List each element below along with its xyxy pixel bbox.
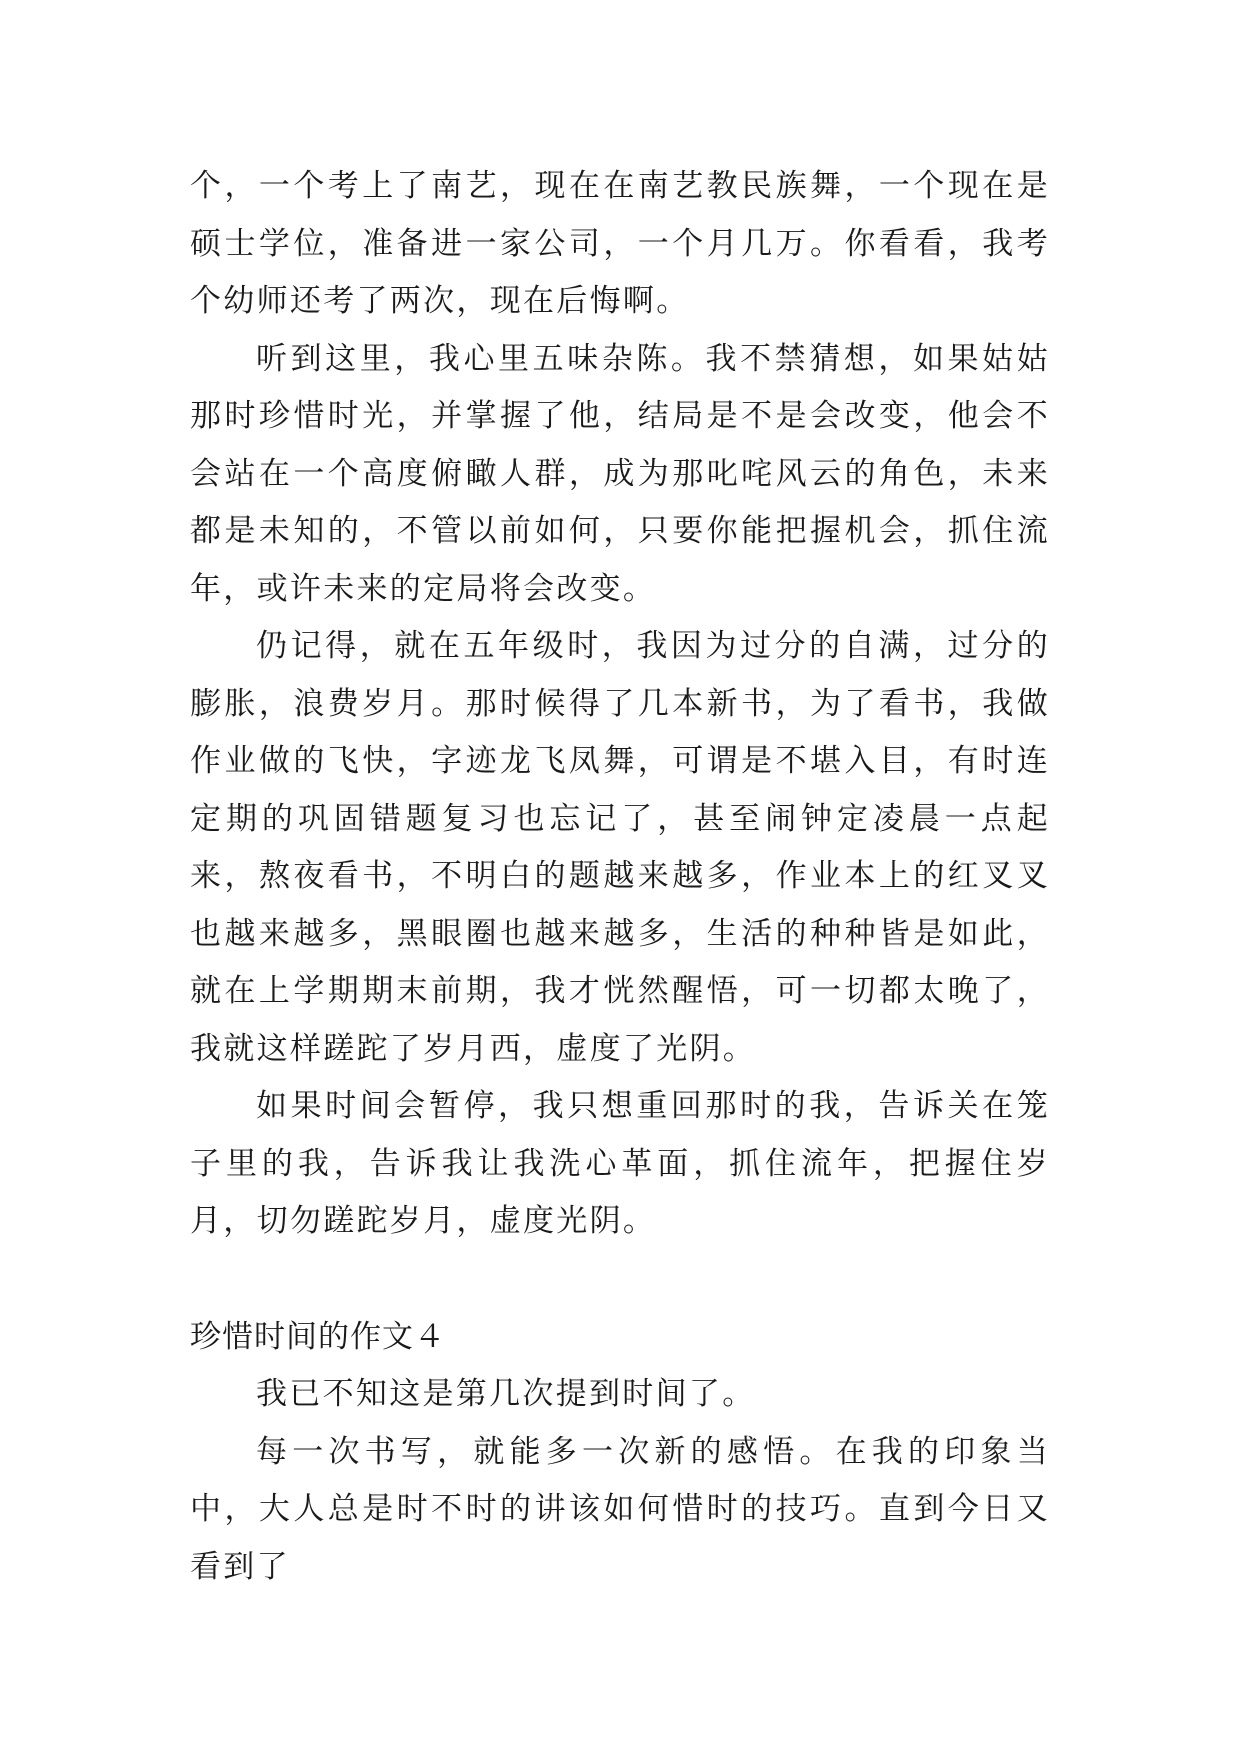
- paragraph: 我已不知这是第几次提到时间了。: [256, 1376, 756, 1412]
- paragraph: 每一次书写，就能多一次新的感悟。在我的印象当中，大人总是时不时的讲该如何惜时的技巧。直到今日又看到了: [190, 1433, 1050, 1585]
- paragraph-continued: 个，一个考上了南艺，现在在南艺教民族舞，一个现在是硕士学位，准备进一家公司，一个月几万。你看看，我考个幼师还考了两次，现在后悔啊。: [190, 168, 1050, 319]
- paragraph: 如果时间会暂停，我只想重回那时的我，告诉关在笼子里的我，告诉我让我洗心革面，抓住流年，把握住岁月，切勿蹉跎岁月，虚度光阴。: [190, 1088, 1050, 1239]
- paragraph: 仍记得，就在五年级时，我因为过分的自满，过分的膨胀，浪费岁月。那时候得了几本新书，为了看书，我做作业做的飞快，字迹龙飞凤舞，可谓是不堪入目，有时连定期的巩固错题复习也忘记了，甚至闹钟定凌晨一点起来，熬夜看书，不明白的题越来越多，作业本上的红叉叉也越来越多，黑眼圈也越来越多，生活的种种皆是如此，就在上学期期末前期，我才恍然醒悟，可一切都太晚了，我就这样蹉跎了岁月西，虚度了光阴。: [190, 628, 1050, 1067]
- paragraph: 听到这里，我心里五味杂陈。我不禁猜想，如果姑姑那时珍惜时光，并掌握了他，结局是不是会改变，他会不会站在一个高度俯瞰人群，成为那叱咤风云的角色，未来都是未知的，不管以前如何，只要你能把握机会，抓住流年，或许未来的定局将会改变。: [190, 340, 1050, 607]
- document-page: [190, 158, 1050, 1596]
- section-heading: 珍惜时间的作文４: [190, 1318, 446, 1355]
